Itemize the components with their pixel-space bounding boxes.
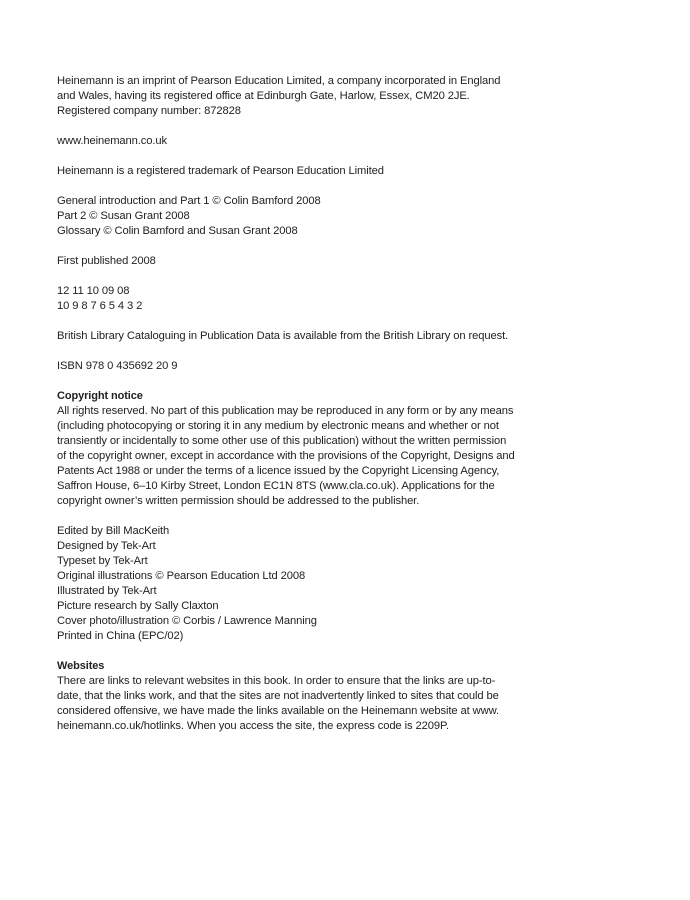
websites-line: There are links to relevant websites in this book. In order to ensure that the links are up-to- xyxy=(57,675,496,687)
credit-line: Picture research by Sally Claxton xyxy=(57,600,219,612)
copyright-text-block xyxy=(57,74,517,734)
trademark-statement: Heinemann is a registered trademark of Pearson Education Limited xyxy=(57,165,384,177)
websites-section xyxy=(57,659,517,734)
credit-line: Illustrated by Tek-Art xyxy=(57,585,157,597)
websites-heading: Websites xyxy=(57,660,105,672)
credit-line: Designed by Tek-Art xyxy=(57,540,156,552)
credits-list xyxy=(57,524,517,644)
imprint-line: Registered company number: 872828 xyxy=(57,105,241,117)
copyright-line: General introduction and Part 1 © Colin Bamford 2008 xyxy=(57,195,321,207)
copyright-line: Glossary © Colin Bamford and Susan Grant 2008 xyxy=(57,225,298,237)
credit-line: Edited by Bill MacKeith xyxy=(57,525,170,537)
printing-line: 12 11 10 09 08 xyxy=(57,285,130,297)
copyright-notice-line: Patents Act 1988 or under the terms of a licence issued by the Copyright Licensing Agency, xyxy=(57,465,500,477)
copyright-notice-line: Saffron House, 6–10 Kirby Street, London EC1N 8TS (www.cla.co.uk). Applications for the xyxy=(57,480,495,492)
publisher-website: www.heinemann.co.uk xyxy=(57,135,168,147)
first-published: First published 2008 xyxy=(57,255,156,267)
imprint-paragraph xyxy=(57,74,517,119)
copyright-notice-line: transiently or incidentally to some other use of this publication) without the written permission xyxy=(57,435,507,447)
copyright-notice-line: All rights reserved. No part of this publication may be reproduced in any form or by any means xyxy=(57,405,514,417)
imprint-line: Heinemann is an imprint of Pearson Education Limited, a company incorporated in England xyxy=(57,75,501,87)
isbn: ISBN 978 0 435692 20 9 xyxy=(57,360,178,372)
credit-line: Cover photo/illustration © Corbis / Lawrence Manning xyxy=(57,615,317,627)
credit-line: Typeset by Tek-Art xyxy=(57,555,148,567)
copyright-notice-heading: Copyright notice xyxy=(57,390,143,402)
credit-line: Original illustrations © Pearson Education Ltd 2008 xyxy=(57,570,306,582)
imprint-line: and Wales, having its registered office at Edinburgh Gate, Harlow, Essex, CM20 2JE. xyxy=(57,90,470,102)
printing-lines xyxy=(57,284,517,314)
websites-line: heinemann.co.uk/hotlinks. When you access the site, the express code is 2209P. xyxy=(57,720,449,732)
printing-line: 10 9 8 7 6 5 4 3 2 xyxy=(57,300,143,312)
credit-line: Printed in China (EPC/02) xyxy=(57,630,184,642)
copyright-holders xyxy=(57,194,517,239)
copyright-line: Part 2 © Susan Grant 2008 xyxy=(57,210,190,222)
cip-statement: British Library Cataloguing in Publication Data is available from the British Library on request. xyxy=(57,330,509,342)
copyright-notice-line: copyright owner’s written permission should be addressed to the publisher. xyxy=(57,495,420,507)
copyright-notice-line: (including photocopying or storing it in any medium by electronic means and whether or not xyxy=(57,420,499,432)
copyright-notice-section xyxy=(57,389,517,509)
copyright-notice-line: of the copyright owner, except in accordance with the provisions of the Copyright, Designs and xyxy=(57,450,515,462)
websites-line: considered offensive, we have made the links available on the Heinemann website at www. xyxy=(57,705,499,717)
websites-line: date, that the links work, and that the sites are not inadvertently linked to sites that could be xyxy=(57,690,499,702)
